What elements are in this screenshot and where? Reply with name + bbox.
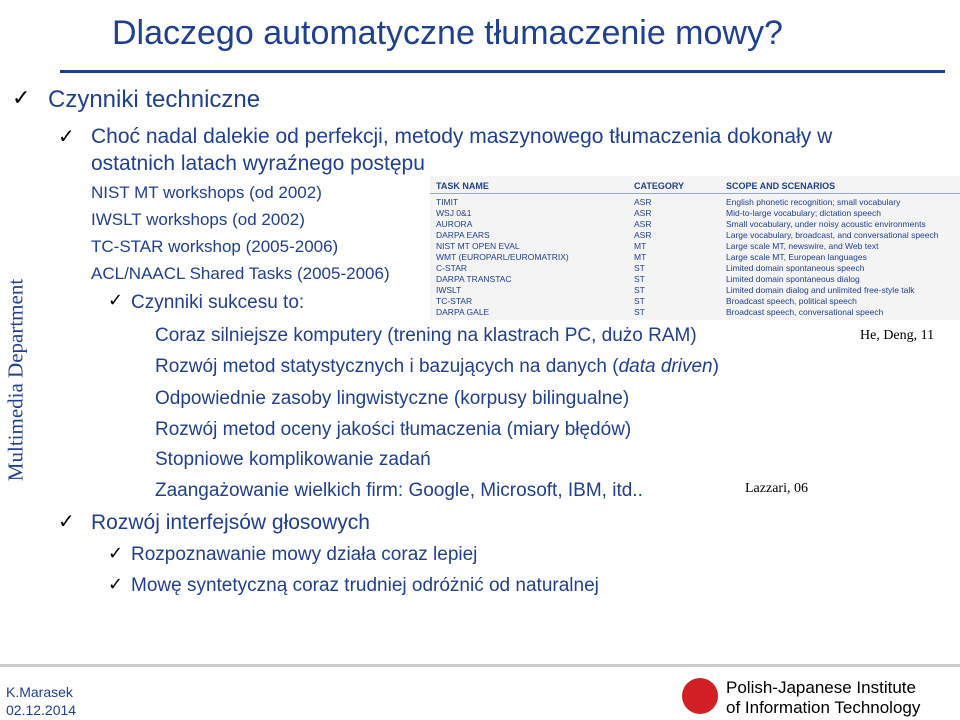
voice-item: Rozpoznawanie mowy działa coraz lepiej [131,544,478,565]
checkmark-icon: ✓ [108,543,124,564]
factor-item: Coraz silniejsze komputery (trening na klastrach PC, dużo RAM) [155,325,697,346]
table-cell: Limited domain spontaneous dialog [726,274,860,284]
bullet-technical: Czynniki techniczne [48,86,261,113]
table-cell: Broadcast speech, conversational speech [726,307,884,317]
table-cell: TC-STAR [436,296,473,306]
table-cell: Small vocabulary, under noisy acoustic environments [726,219,926,229]
institute-logo [680,676,942,718]
table-row [430,296,960,307]
checkmark-icon: ✓ [12,86,31,111]
bullet-voice: Rozwój interfejsów głosowych [91,511,370,534]
factor-item: Rozwój metod oceny jakości tłumaczenia (miary błędów) [155,419,632,440]
table-cell: C-STAR [436,263,468,273]
table-cell: ASR [634,197,652,207]
author: K.Marasek [6,684,73,700]
table-cell: WSJ 0&1 [436,208,472,218]
table-cell: DARPA TRANSTAC [436,274,512,284]
workshop-item: ACL/NAACL Shared Tasks (2005-2006) [91,264,390,283]
logo-circle-icon [682,678,718,714]
bullet-progress-line1: Choć nadal dalekie od perfekcji, metody maszynowego tłumaczenia dokonały w [91,125,833,148]
title-underline [60,70,945,73]
table-cell: ST [634,285,645,295]
table-cell: ASR [634,208,652,218]
tasks-table [430,176,960,320]
table-row [430,219,960,230]
table-cell: Mid-to-large vocabulary; dictation speech [726,208,881,218]
checkmark-icon: ✓ [58,124,75,148]
table-row [430,230,960,241]
table-header: SCOPE AND SCENARIOS [726,181,836,191]
table-cell: MT [634,241,647,251]
table-cell: Large scale MT, newswire, and Web text [726,241,879,251]
table-header: TASK NAME [436,181,489,191]
factor-item: Zaangażowanie wielkich firm: Google, Microsoft, IBM, itd.. [155,480,643,501]
workshop-item: IWSLT workshops (od 2002) [91,210,305,229]
checkmark-icon: ✓ [108,290,124,311]
table-cell: Limited domain dialog and unlimited free-style talk [726,285,915,295]
table-row [430,274,960,285]
slide-title: Dlaczego automatyczne tłumaczenie mowy? [112,14,783,52]
table-cell: Large scale MT, European languages [726,252,867,262]
workshop-item: TC-STAR workshop (2005-2006) [91,237,339,256]
table-row [430,285,960,296]
factor-item: Stopniowe komplikowanie zadań [155,449,431,470]
table-cell: ASR [634,219,652,229]
table-cell: English phonetic recognition; small vocabulary [726,197,901,207]
table-cell: ASR [634,230,652,240]
sidebar-label: Multimedia Department [3,278,28,482]
factor-item: Odpowiednie zasoby lingwistyczne (korpusy bilingualne) [155,388,630,409]
citation-he: He, Deng, 11 [860,328,935,343]
footer-divider [0,664,960,667]
table-cell: WMT (EUROPARL/EUROMATRIX) [436,252,569,262]
logo-text-line1: Polish-Japanese Institute [726,678,916,697]
table-row [430,263,960,274]
table-row [430,307,960,318]
table-row [430,208,960,219]
table-cell: NIST MT OPEN EVAL [436,241,520,251]
table-row [430,252,960,263]
table-header: CATEGORY [634,181,685,191]
table-cell: MT [634,252,647,262]
workshop-item: NIST MT workshops (od 2002) [91,183,322,202]
table-cell: AURORA [436,219,473,229]
table-cell: ST [634,263,645,273]
table-cell: ST [634,296,645,306]
table-cell: IWSLT [436,285,462,295]
checkmark-icon: ✓ [108,574,124,595]
voice-item: Mowę syntetyczną coraz trudniej odróżnić od naturalnej [131,575,599,596]
table-row [430,241,960,252]
bullet-success: Czynniki sukcesu to: [131,292,305,313]
bullet-progress-line2: ostatnich latach wyraźnego postępu [91,152,425,175]
factor-item: Rozwój metod statystycznych i bazujących na danych (data driven) [155,356,719,377]
table-cell: Broadcast speech, political speech [726,296,857,306]
logo-text-line2: of Information Technology [726,698,921,717]
date: 02.12.2014 [6,702,77,718]
table-cell: DARPA GALE [436,307,490,317]
checkmark-icon: ✓ [58,509,75,533]
table-cell: Limited domain spontaneous speech [726,263,865,273]
table-cell: Large vocabulary, broadcast, and conversational speech [726,230,939,240]
citation-lazzari: Lazzari, 06 [745,481,808,496]
table-cell: ST [634,307,645,317]
table-cell: DARPA EARS [436,230,490,240]
table-cell: ST [634,274,645,284]
table-cell: TIMIT [436,197,459,207]
table-row [430,197,960,208]
